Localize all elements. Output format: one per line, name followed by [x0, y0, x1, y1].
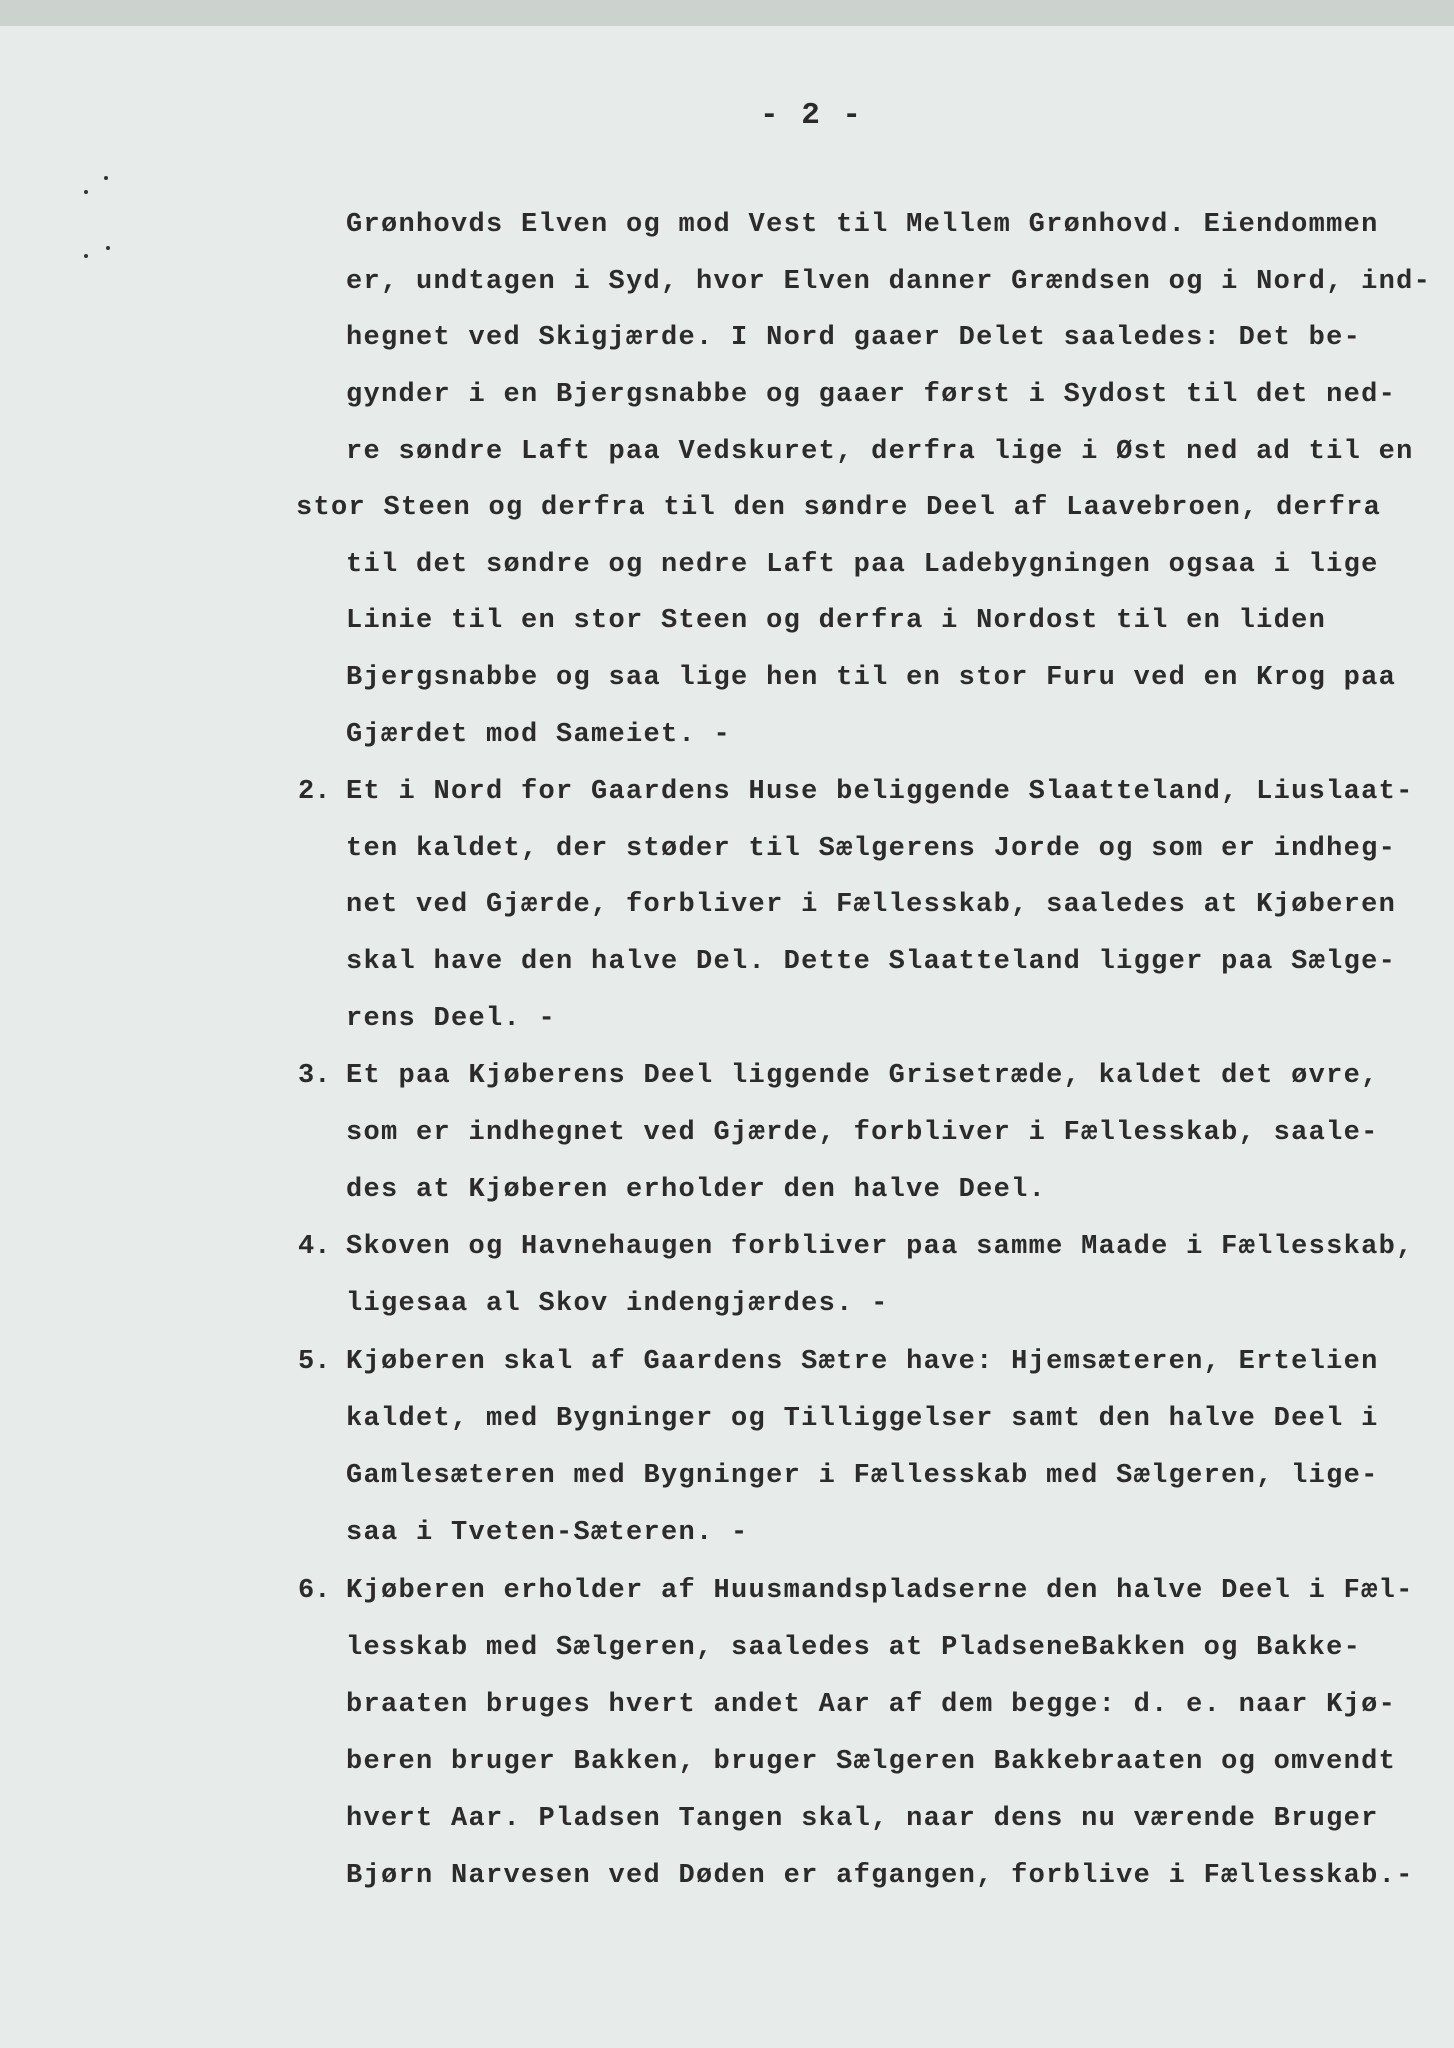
text-line: Skoven og Havnehaugen forbliver paa samme Maade i Fællesskab, — [346, 1232, 1414, 1262]
item-number: 2. — [298, 777, 331, 807]
page-number: - 2 - — [760, 98, 864, 133]
text-line: Kjøberen erholder af Huusmandspladserne den halve Deel i Fæl- — [346, 1576, 1414, 1606]
text-line: rens Deel. - — [346, 1004, 557, 1034]
text-line: braaten bruges hvert andet Aar af dem begge: d. e. naar Kjø- — [346, 1690, 1397, 1720]
text-line: kaldet, med Bygninger og Tilliggelser samt den halve Deel i — [346, 1404, 1379, 1434]
text-line: re søndre Laft paa Vedskuret, derfra lige i Øst ned ad til en — [346, 437, 1414, 467]
margin-mark — [84, 190, 88, 194]
margin-mark — [84, 254, 88, 258]
text-line: hegnet ved Skigjærde. I Nord gaaer Delet saaledes: Det be- — [346, 323, 1362, 353]
text-line: saa i Tveten-Sæteren. - — [346, 1518, 749, 1548]
margin-mark — [106, 246, 110, 250]
text-line: stor Steen og derfra til den søndre Deel af Laavebroen, derfra — [296, 493, 1382, 523]
text-line: des at Kjøberen erholder den halve Deel. — [346, 1175, 1047, 1205]
item-number: 4. — [298, 1232, 331, 1262]
text-line: Gjærdet mod Sameiet. - — [346, 720, 732, 750]
item-number: 3. — [298, 1061, 331, 1091]
text-line: net ved Gjærde, forbliver i Fællesskab, saaledes at Kjøberen — [346, 890, 1397, 920]
text-line: Et i Nord for Gaardens Huse beliggende Slaatteland, Liuslaat- — [346, 777, 1414, 807]
text-line: gynder i en Bjergsnabbe og gaaer først i Sydost til det ned- — [346, 380, 1397, 410]
text-line: lesskab med Sælgeren, saaledes at PladseneBakken og Bakke- — [346, 1633, 1362, 1663]
text-line: Et paa Kjøberens Deel liggende Grisetræde, kaldet det øvre, — [346, 1061, 1379, 1091]
text-line: Linie til en stor Steen og derfra i Nordost til en liden — [346, 606, 1327, 636]
text-line: ten kaldet, der støder til Sælgerens Jorde og som er indheg- — [346, 834, 1397, 864]
item-number: 5. — [298, 1347, 331, 1377]
text-line: hvert Aar. Pladsen Tangen skal, naar dens nu værende Bruger — [346, 1804, 1379, 1834]
text-line: som er indhegnet ved Gjærde, forbliver i Fællesskab, saale- — [346, 1118, 1379, 1148]
text-line: Grønhovds Elven og mod Vest til Mellem Grønhovd. Eiendommen — [346, 210, 1379, 240]
text-line: Bjørn Narvesen ved Døden er afgangen, forblive i Fællesskab.- — [346, 1861, 1414, 1891]
text-line: ligesaa al Skov indengjærdes. - — [346, 1289, 889, 1319]
margin-mark — [104, 176, 108, 180]
text-line: er, undtagen i Syd, hvor Elven danner Grændsen og i Nord, ind- — [346, 267, 1432, 297]
text-line: Bjergsnabbe og saa lige hen til en stor Furu ved en Krog paa — [346, 663, 1397, 693]
text-line: Gamlesæteren med Bygninger i Fællesskab med Sælgeren, lige- — [346, 1461, 1379, 1491]
text-line: skal have den halve Del. Dette Slaatteland ligger paa Sælge- — [346, 947, 1397, 977]
scan-edge — [0, 0, 1454, 26]
text-line: til det søndre og nedre Laft paa Ladebygningen ogsaa i lige — [346, 550, 1379, 580]
text-line: beren bruger Bakken, bruger Sælgeren Bakkebraaten og omvendt — [346, 1747, 1397, 1777]
text-line: Kjøberen skal af Gaardens Sætre have: Hjemsæteren, Ertelien — [346, 1347, 1379, 1377]
item-number: 6. — [298, 1576, 331, 1606]
